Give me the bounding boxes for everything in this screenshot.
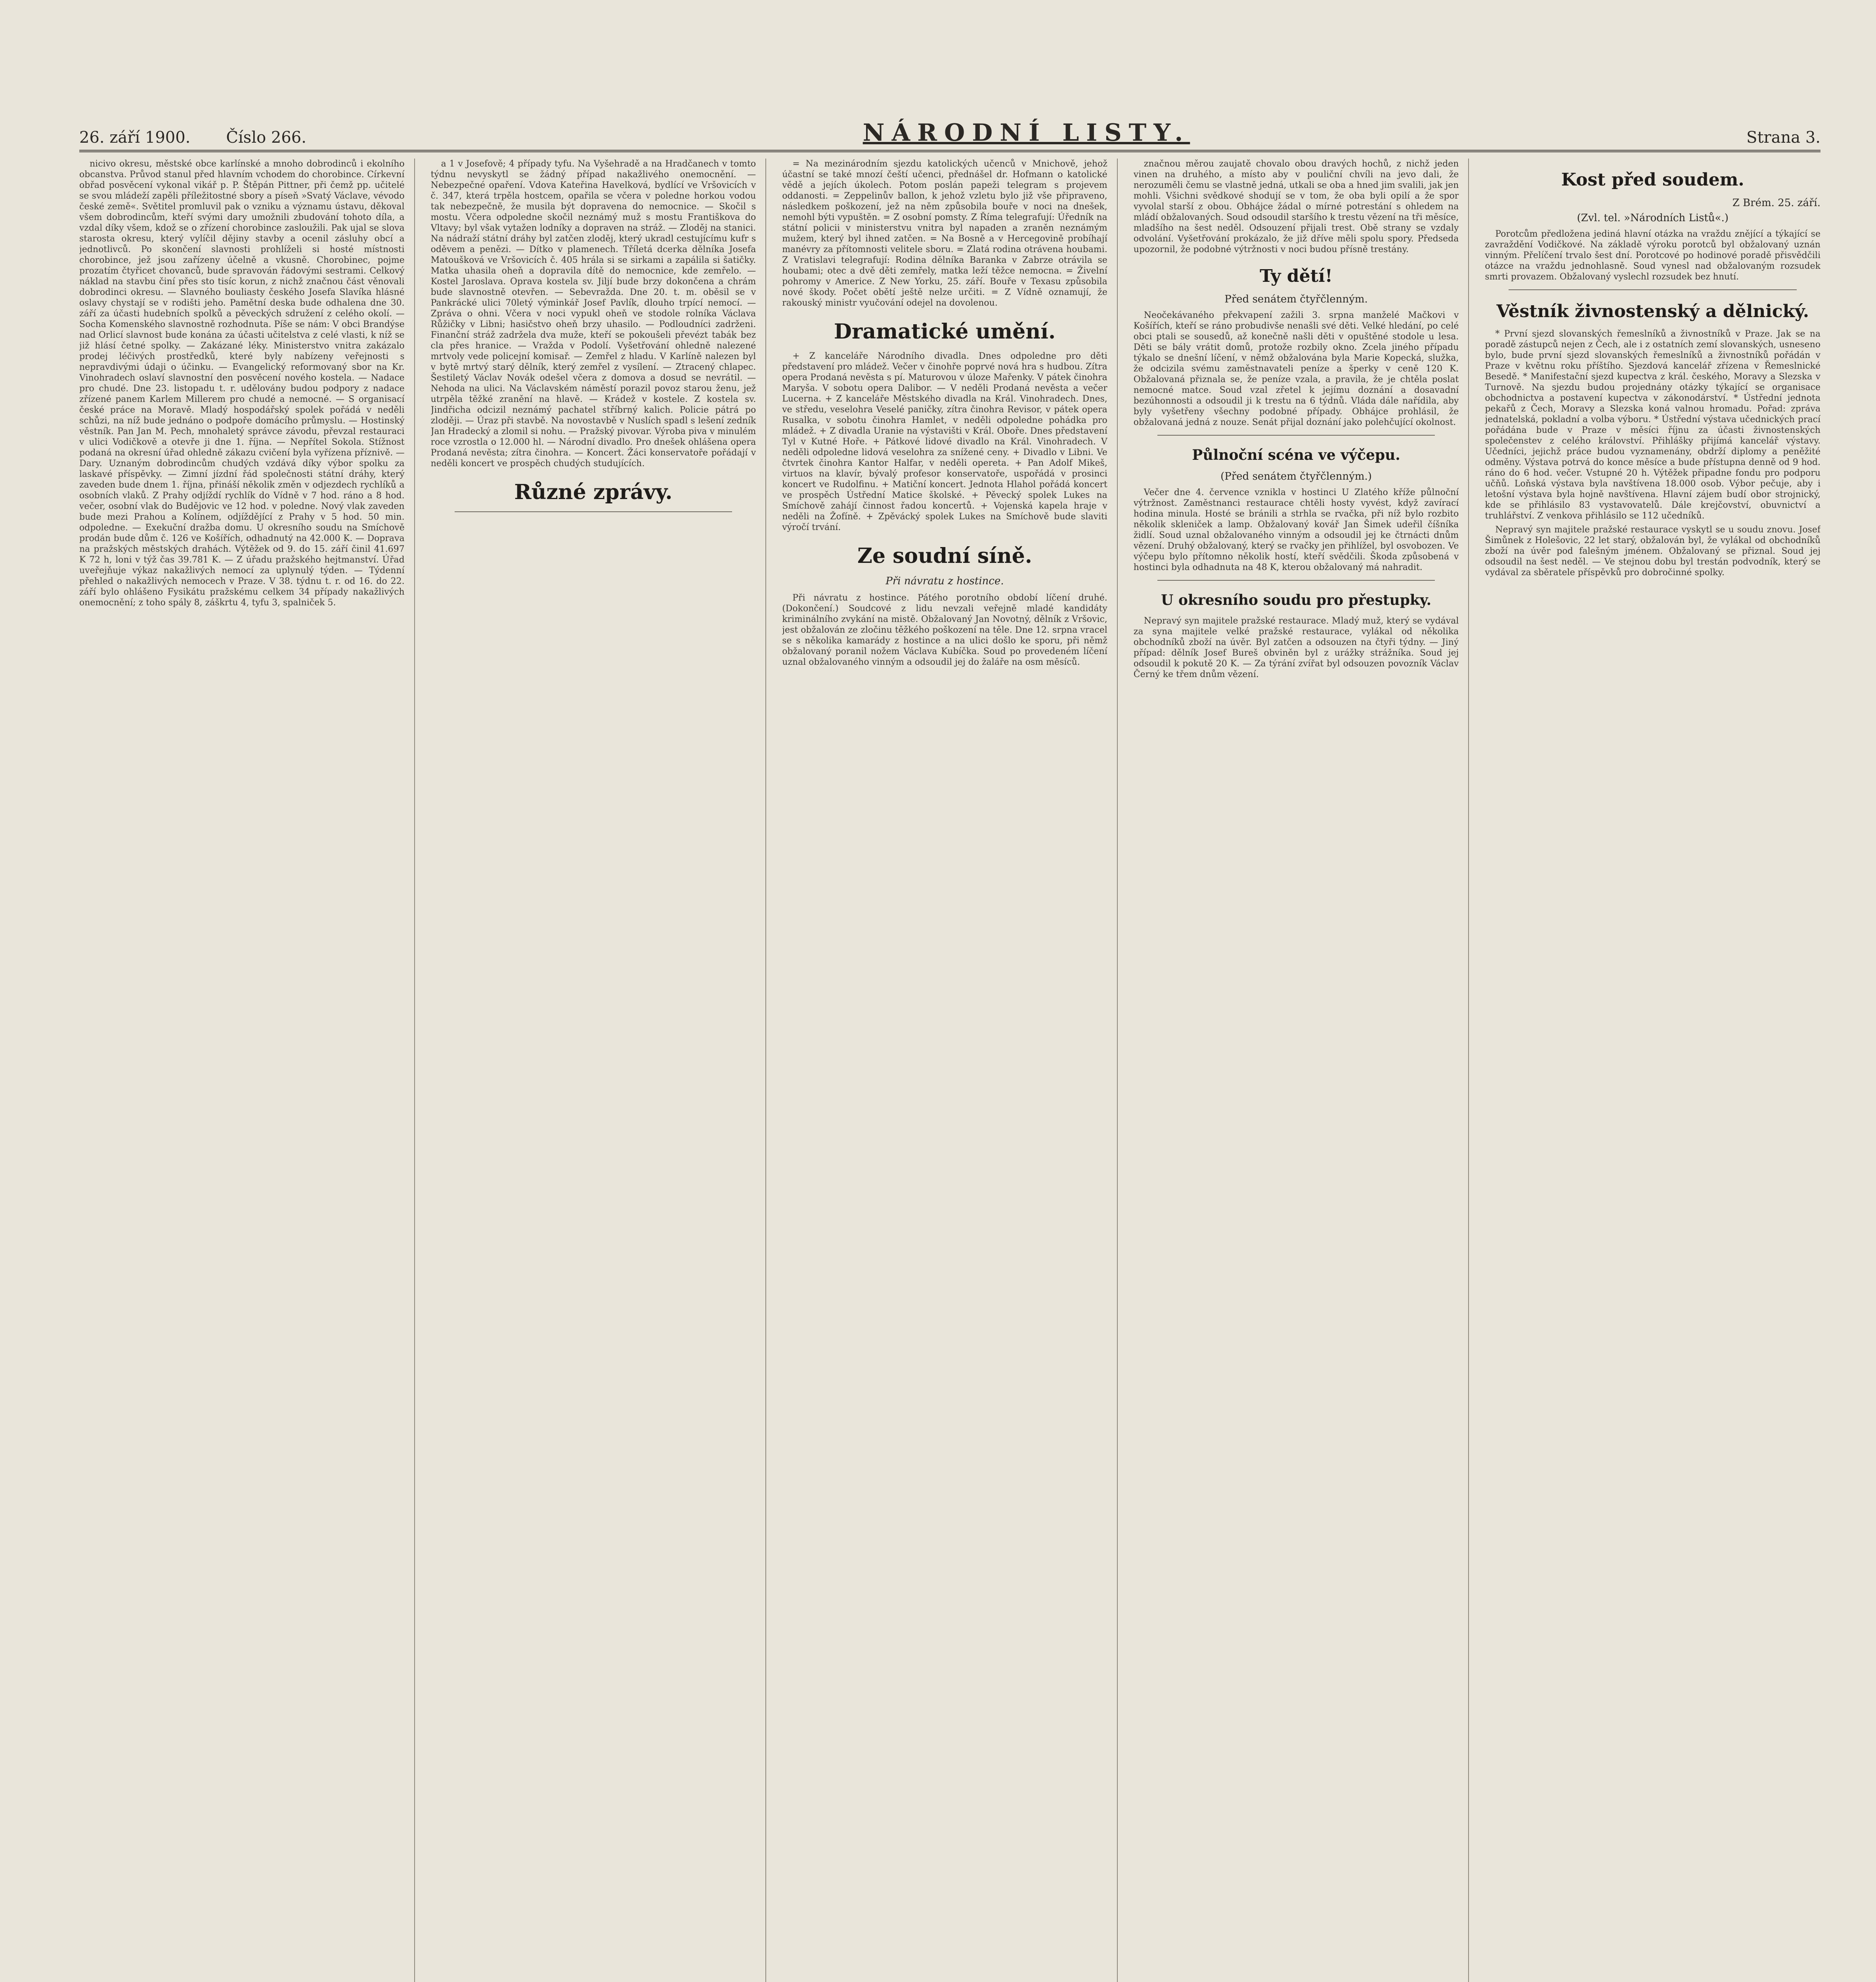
issue-number: Číslo 266. bbox=[226, 128, 306, 147]
column-5 bbox=[1485, 159, 1821, 1982]
article-dateline: Z Brém. 25. září. bbox=[1732, 197, 1821, 209]
column-3-court-text bbox=[782, 593, 1107, 668]
issue-date: 26. září 1900. bbox=[79, 128, 191, 147]
article-heading-pri-navratu: Při návratu z hostince. bbox=[885, 575, 1004, 587]
article-subheading-pulnocni-scena: (Před senátem čtyřčlenným.) bbox=[1220, 471, 1372, 482]
newspaper-title: NÁRODNÍ LISTY. bbox=[862, 119, 1190, 147]
column-1 bbox=[79, 159, 415, 1982]
article-heading-ty-deti: Ty dětí! bbox=[1260, 266, 1333, 286]
column-4-children-paragraph: Neočekávaného překvapení zažili 3. srpna manželé Mačkovi v Košířích, kteří se ráno probudivše nenašli své děti. Velké hledání, po celé obci ptali se sousedů, až konečně našli děti v opuštěné stodole u lesa. Děti se bály vrátit domů, protože rozbily okno. Zcela jiného případu týkalo se dnešní líčení, v němž obžalována byla Marie Kopecká, služka, že odcizila svému zaměstnavateli peníze a šperky v ceně 120 K. Obžalovaná přiznala se, že peníze vzala, a pravila, že je chtěla poslat nemocné matce. Soud vzal zřetel k jejímu doznání a dosavadní bezúhonnosti a odsoudil ji k trestu na 6 týdnů. Vláda dále nařídila, aby byly vyšetřeny všechny podobné případy. Obhájce prohlásil, že obžalovaná jedná z nouze. Senát přijal doznání jako polehčující okolnost. bbox=[1133, 310, 1459, 427]
column-3-text bbox=[782, 159, 1107, 308]
article-heading-okresni-soud: U okresního soudu pro přestupky. bbox=[1161, 592, 1432, 608]
column-2-paragraph: a 1 v Josefově; 4 případy tyfu. Na Vyšehradě a na Hradčanech v tomto týdnu nevyskytl se žádný případ nakažlivého onemocnění. — Nebezpečné opaření. Vdova Kateřina Havelková, bydlící ve Vršovicích v č. 347, která trpěla hostcem, opařila se včera v poledne horkou vodou tak nebezpečně, že musila být dopravena do nemocnice. — Skočil s mostu. Včera odpoledne skočil neznámý muž s mostu Františkova do Vltavy; byl však vytažen lodníky a dopraven na stráž. — Zloděj na stanici. Na nádraží státní dráhy byl zatčen zloděj, který ukradl cestujícímu kufr s oděvem a penězi. — Dítko v plamenech. Tříletá dcerka dělníka Josefa Matoušková ve Vršovicích č. 405 hrála si se sirkami a zapálila si šatičky. Matka uhasila oheň a dopravila dítě do nemocnice, kde zemřelo. — Kostel Jaroslava. Oprava kostela sv. Jiljí bude brzy dokončena a chrám bude slavnostně otevřen. — Sebevražda. Dne 20. t. m. oběsil se v Pankrácké ulici 70letý výminkář Josef Pavlík, dlouho trpící nemocí. — Zpráva o ohni. Včera v noci vypukl oheň ve stodole rolníka Václava Růžičky v Libni; hasičstvo oheň brzy uhasilo. — Podloudníci zadrženi. Finanční stráž zadržela dva muže, kteří se pokoušeli převézt tabák bez cla přes hranice. — Vražda v Podolí. Vyšetřování ohledně nalezené mrtvoly vede policejní komisař. — Zemřel z hladu. V Karlíně nalezen byl v bytě mrtvý starý dělník, který zemřel z vysílení. — Ztracený chlapec. Šestiletý Václav Novák odešel včera z domova a dosud se nevrátil. — Nehoda na ulici. Na Václavském náměstí porazil povoz starou ženu, jež utrpěla těžké zranění na hlavě. — Krádež v kostele. Z kostela sv. Jindřicha odcizil neznámý pachatel stříbrný kalich. Policie pátrá po zloději. — Úraz při stavbě. Na novostavbě v Nuslích spadl s lešení zedník Jan Hradecký a zlomil si nohu. — Pražský pivovar. Výroba piva v minulém roce vzrostla o 12.000 hl. — Národní divadlo. Pro dnešek ohlášena opera Prodaná nevěsta; zítra činohra. — Koncert. Žáci konservatoře pořádají v neděli koncert ve prospěch chudých studujících. bbox=[430, 159, 756, 469]
article-subheading-ty-deti: Před senátem čtyřčlenným. bbox=[1224, 293, 1368, 305]
section-heading-ruzne-zpravy: Různé zprávy. bbox=[514, 480, 673, 504]
divider bbox=[1157, 580, 1435, 581]
column-5-verdict-text bbox=[1485, 229, 1821, 282]
masthead bbox=[79, 119, 1821, 152]
masthead-left bbox=[79, 128, 306, 147]
article-columns bbox=[79, 159, 1821, 1982]
article-heading-kost-pred-soudem: Kost před soudem. bbox=[1561, 170, 1744, 190]
column-3-court-paragraph: Při návratu z hostince. Pátého porotního období líčení druhé. (Dokončení.) Soudcové z lidu nevzali veřejně mladé kandidáty kriminálního zvykání na mistě. Obžalovaný Jan Novotný, dělník z Vršovic, jest obžalován ze zločinu těžkého poškození na těle. Dne 12. srpna vracel se s několika kamarády z hostince a na ulici došlo ke sporu, při němž obžalovaný poranil nožem Václava Kubíčka. Soud po provedeném líčení uznal obžalovaného vinným a odsoudil jej do žaláře na osm měsíců. bbox=[782, 593, 1107, 667]
divider bbox=[455, 511, 732, 512]
column-5-verdict-paragraph: Porotcům předložena jediná hlavní otázka na vraždu znějící a týkající se zavraždění Vodičkové. Na základě výroku porotců byl obžalovaný uznán vinným. Přelíčení trvalo šest dní. Porotcové po hodinové poradě přisvědčili otázce na vraždu jednohlasně. Soud vynesl nad obžalovaným rozsudek smrti provazem. Obžalovaný vyslechl rozsudek bez hnutí. bbox=[1485, 229, 1821, 282]
column-4-district-paragraph: Nepravý syn majitele pražské restaurace. Mladý muž, který se vydával za syna majitele velké pražské restaurace, vylákal od několika obchodníků zboží na úvěr. Byl zatčen a odsouzen na čtyři týdny. — Jiný případ: dělník Josef Bureš obviněn byl z urážky strážníka. Soud jej odsoudil k pokutě 20 K. — Za týrání zvířat byl odsouzen povozník Václav Černý ke třem dnům vězení. bbox=[1133, 616, 1459, 679]
section-heading-vestnik: Věstník živnostenský a dělnický. bbox=[1496, 301, 1809, 321]
article-byline: (Zvl. tel. »Národních Listů«.) bbox=[1577, 212, 1729, 224]
column-2 bbox=[431, 159, 767, 1982]
column-4-midnight-paragraph: Večer dne 4. července vznikla v hostinci U Zlatého kříže půlnoční výtržnost. Zaměstnanci restaurace chtěli hosty vyvést, když zavírací hodina minula. Hosté se bránili a strhla se rvačka, při níž bylo rozbito několik skleniček a lamp. Obžalovaný kovář Jan Šimek udeřil číšníka židlí. Soud uznal obžalovaného vinným a odsoudil jej ke čtrnácti dnům vězení. Druhý obžalovaný, který se rvačky jen přihlížel, byl osvobozen. Ve výčepu bylo přítomno několik hostí, kteří svědčili. Škoda způsobená v hostinci byla odhadnuta na 48 K, kterou obžalovaný má nahradit. bbox=[1133, 488, 1459, 572]
column-4-text bbox=[1134, 159, 1459, 255]
column-4-paragraph: značnou měrou zaujatě chovalo obou dravých hochů, z nichž jeden vinen na druhého, a místo aby v pouliční chvíli na jevo dali, že nerozuměli čemu se vlastně jedná, utkali se oba a hned jim svalili, jak jen mohli. Všichni svědkové shodují se v tom, že oba byli opilí a že spor vyvolal starší z obou. Obhájce žádal o mírné potrestání s ohledem na mládí obžalovaných. Soud odsoudil staršího k trestu vězení na tři měsíce, mladšího na šest neděl. Odsouzení přijali trest. Obě strany se vzdaly odvolání. Vyšetřování prokázalo, že již dříve měli spolu spory. Předseda upozornil, že podobné výtržnosti v noci budou přísně trestány. bbox=[1133, 159, 1459, 254]
column-4 bbox=[1134, 159, 1469, 1982]
column-3-theatre-text bbox=[782, 351, 1107, 533]
divider bbox=[1157, 435, 1435, 436]
column-5-court-text bbox=[1485, 524, 1821, 578]
column-3 bbox=[782, 159, 1118, 1982]
column-1-text bbox=[79, 159, 405, 608]
section-heading-dramaticke-umeni: Dramatické umění. bbox=[834, 319, 1056, 344]
page-number: Strana 3. bbox=[1746, 128, 1821, 147]
article-heading-pulnocni-scena: Půlnoční scéna ve výčepu. bbox=[1192, 447, 1400, 463]
column-1-paragraph: nicivo okresu, městské obce karlínské a mnoho dobrodinců i ekolního obcanstva. Průvod stanul před hlavním vchodem do chorobince. Církevní obřad posvěcení vykonal vikář p. P. Štěpán Pittner, při čemž pp. učitelé se svou mládeží zapěli příležitostné sbory a píseň »Svatý Václave, vévodo české země«. Světitel promluvil pak o vzniku a významu ústavu, děkoval všem dobrodincům, kteří svými dary umožnili zbudování tohoto díla, a vzdal díky všem, kdož se o zřízení chorobince zasloužili. Pak ujal se slova starosta okresu, který vylíčil dějiny stavby a ocenil zásluhy obcí a jednotlivců. Po skončení slavnosti prohlíželi si hosté místnosti chorobince, jež jsou zařízeny účelně a vkusně. Chorobinec, pojme prozatím čtyřicet chovanců, bude spravován řádovými sestrami. Celkový náklad na stavbu činí přes sto tisíc korun, z nichž značnou část věnovali dobrodinci okresu. — Slavného bouliasty českého Josefa Slavíka hlásné oslavy chystají se v rodišti jeho. Pamětní deska bude odhalena dne 30. září za účasti hudebních spolků a pěveckých sdružení z celého okolí. — Socha Komenského slavnostně rozhodnuta. Píše se nám: V obci Brandýse nad Orlicí slavnost bude konána za účasti učitelstva z celé vlasti, k níž se již hlásí četné spolky. — Zakázané léky. Ministerstvo vnitra zakázalo prodej léčivých prostředků, které byly nabízeny veřejnosti s nepravdivými údaji o účinku. — Evangelický reformovaný sbor na Kr. Vinohradech oslaví slavnostní den posvěcení nového kostela. — Nadace pro chudé. Dne 23. listopadu t. r. udělovány budou podpory z nadace zřízené panem Karlem Millerem pro chudé a nemocné. — S organisací české práce na Moravě. Mladý hospodářský spolek pořádá v neděli schůzi, na níž bude jednáno o podpoře domácího průmyslu. — Hostinský věstník. Pan Jan M. Pech, mnohaletý správce závodu, převzal restauraci v ulici Vodičkově a otevře ji dne 1. října. — Nepřítel Sokola. Stížnost podaná na okresní úřad ohledně zákazu cvičení byla vyřízena příznivě. — Dary. Uznaným dobrodincům chudých vzdává díky výbor spolku za laskavé příspěvky. — Zimní jízdní řád společnosti státní dráhy, který zaveden bude dnem 1. října, přináší několik změn v odjezdech rychlíků a osobních vlaků. Z Prahy odjíždí rychlík do Vídně v 7 hod. ráno a 8 hod. večer, osobní vlak do Budějovic ve 12 hod. v poledne. Nový vlak zaveden bude mezi Prahou a Kolínem, odjíždějící z Prahy v 5 hod. 50 min. odpoledne. — Exekuční dražba domu. U okresního soudu na Smíchově prodán bude dům č. 126 ve Košířích, odhadnutý na 42.000 K. — Doprava na pražských městských drahách. Výtěžek od 9. do 15. září činil 41.697 K 72 h, loni v týž čas 39.781 K. — Z úřadu pražského hejtmanství. Úřad uveřejňuje výkaz nakažlivých nemocí za uplynulý týden. — Týdenní přehled o nakažlivých nemocech v Praze. V 38. týdnu t. r. od 16. do 22. září bylo ohlášeno Fysikátu pražskému celkem 34 případy nakažlivých onemocnění; z toho spály 8, záškrtu 4, tyfu 3, spalniček 5. bbox=[79, 159, 405, 608]
divider bbox=[1509, 289, 1797, 290]
column-2-text bbox=[431, 159, 756, 469]
column-4-midnight-text bbox=[1134, 487, 1459, 573]
column-3-theatre-paragraph: + Z kanceláře Národního divadla. Dnes odpoledne pro děti představení pro mládež. Večer v činohře poprvé nová hra s hudbou. Zítra opera Prodaná nevěsta s pí. Maturovou v úloze Mařenky. V pátek činohra Maryša. V sobotu opera Dalibor. — V neděli Prodaná nevěsta a večer Lucerna. + Z kanceláře Městského divadla na Král. Vinohradech. Dnes, ve středu, veselohra Veselé paničky, zítra činohra Revisor, v pátek opera Rusalka, v sobotu činohra Hamlet, v neděli odpoledne pohádka pro mládež. + Z divadla Uranie na výstavišti v Král. Oboře. Dnes představení Tyl v Kutné Hoře. + Pátkové lidové divadlo na Král. Vinohradech. V neděli odpoledne lidová veselohra za snížené ceny. + Divadlo v Libni. Ve čtvrtek činohra Kantor Halfar, v neděli opereta. + Pan Adolf Mikeš, virtuos na klavír, bývalý profesor konservatoře, uspořádá v prosinci koncert ve Rudolfinu. + Matiční koncert. Jednota Hlahol pořádá koncert ve prospěch Ústřední Matice školské. + Pěvecký spolek Lukes na Smíchově zahájí činnost řadou koncertů. + Vojenská kapela hraje v neděli na Žofíně. + Zpěvácký spolek Lukes na Smíchově bude slaviti výročí trvání. bbox=[782, 351, 1107, 532]
column-5-court-paragraph: Nepravý syn majitele pražské restaurace vyskytl se u soudu znovu. Josef Šimůnek z Holešovic, 22 let starý, obžalován byl, že vylákal od obchodníků zboží na úvěr pod falešným jménem. Obžalovaný se přiznal. Soud jej odsoudil na šest neděl. — Ve stejnou dobu byl trestán podvodník, který se vydával za sběratele příspěvků pro dobročinné spolky. bbox=[1485, 525, 1821, 578]
column-3-paragraph: = Na mezinárodním sjezdu katolických učenců v Mnichově, jehož účastní se také mnozí čeští učenci, přednášel dr. Hofmann o katolické vědě a jejích úkolech. Potom poslán papeži telegram s projevem oddanosti. = Zeppelinův ballon, k jehož vzletu bylo již vše připraveno, následkem poškození, jež na něm způsobila bouře v noci na dnešek, nemohl býti vypuštěn. = Z osobní pomsty. Z Říma telegrafují: Úředník na státní policii v ministerstvu vnitra byl napaden a zraněn neznámým mužem, který byl ihned zatčen. = Na Bosně a v Hercegovině probíhají manévry za přítomnosti velitele sboru. = Zlatá rodina otrávena houbami. Z Vratislavi telegrafují: Rodina dělníka Baranka v Zabrze otrávila se houbami; otec a dvě děti zemřely, matka leží těžce nemocna. = Živelní pohromy v Americe. Z New Yorku, 25. září. Bouře v Texasu způsobila nové škody. Počet obětí ještě nelze určiti. = Z Vídně oznamují, že rakouský ministr vyučování odejel na dovolenou. bbox=[782, 159, 1107, 308]
column-5-trade-paragraph: * První sjezd slovanských řemeslníků a živnostníků v Praze. Jak se na poradě zástupců nejen z Čech, ale i z ostatních zemí slovanských, usneseno bylo, bude první sjezd slovanských řemeslníků a živnostníků pořádán v Praze v květnu roku příštího. Sjezdová kancelář zřízena v Řemeslnické Besedě. * Manifestační sjezd kupectva z král. českého, Moravy a Slezska v Turnově. Na sjezdu budou projednány otázky týkající se organisace obchodnictva a postavení kupectva v zákonodárství. * Ústřední jednota pekařů z Čech, Moravy a Slezska koná valnou hromadu. Pořad: zpráva jednatelská, pokladní a volba výboru. * Ústřední výstava učednických prací pořádána bude v Praze v měsíci říjnu za účasti živnostenských společenstev z celého království. Přihlášky přijímá kancelář výstavy. Učedníci, jejichž práce budou vyznamenány, obdrží diplomy a peněžité odměny. Výstava potrvá do konce měsíce a bude přístupna denně od 9 hod. ráno do 6 hod. večer. Vstupné 20 h. Výtěžek připadne fondu pro podporu učňů. Loňská výstava byla navštívena 18.000 osob. Výbor pečuje, aby i letošní výstava byla hojně navštívena. Hlavní zájem budí obor strojnický, kde se přihlásilo 83 vystavovatelů. Dále krejčovství, obuvnictví a truhlářství. Z venkova přihlásilo se 112 učedníků. bbox=[1485, 329, 1821, 521]
column-4-district-text bbox=[1134, 616, 1459, 680]
column-4-children-text bbox=[1134, 310, 1459, 428]
column-5-trade-text bbox=[1485, 329, 1821, 521]
section-heading-ze-soudni-sine: Ze soudní síně. bbox=[857, 544, 1032, 568]
